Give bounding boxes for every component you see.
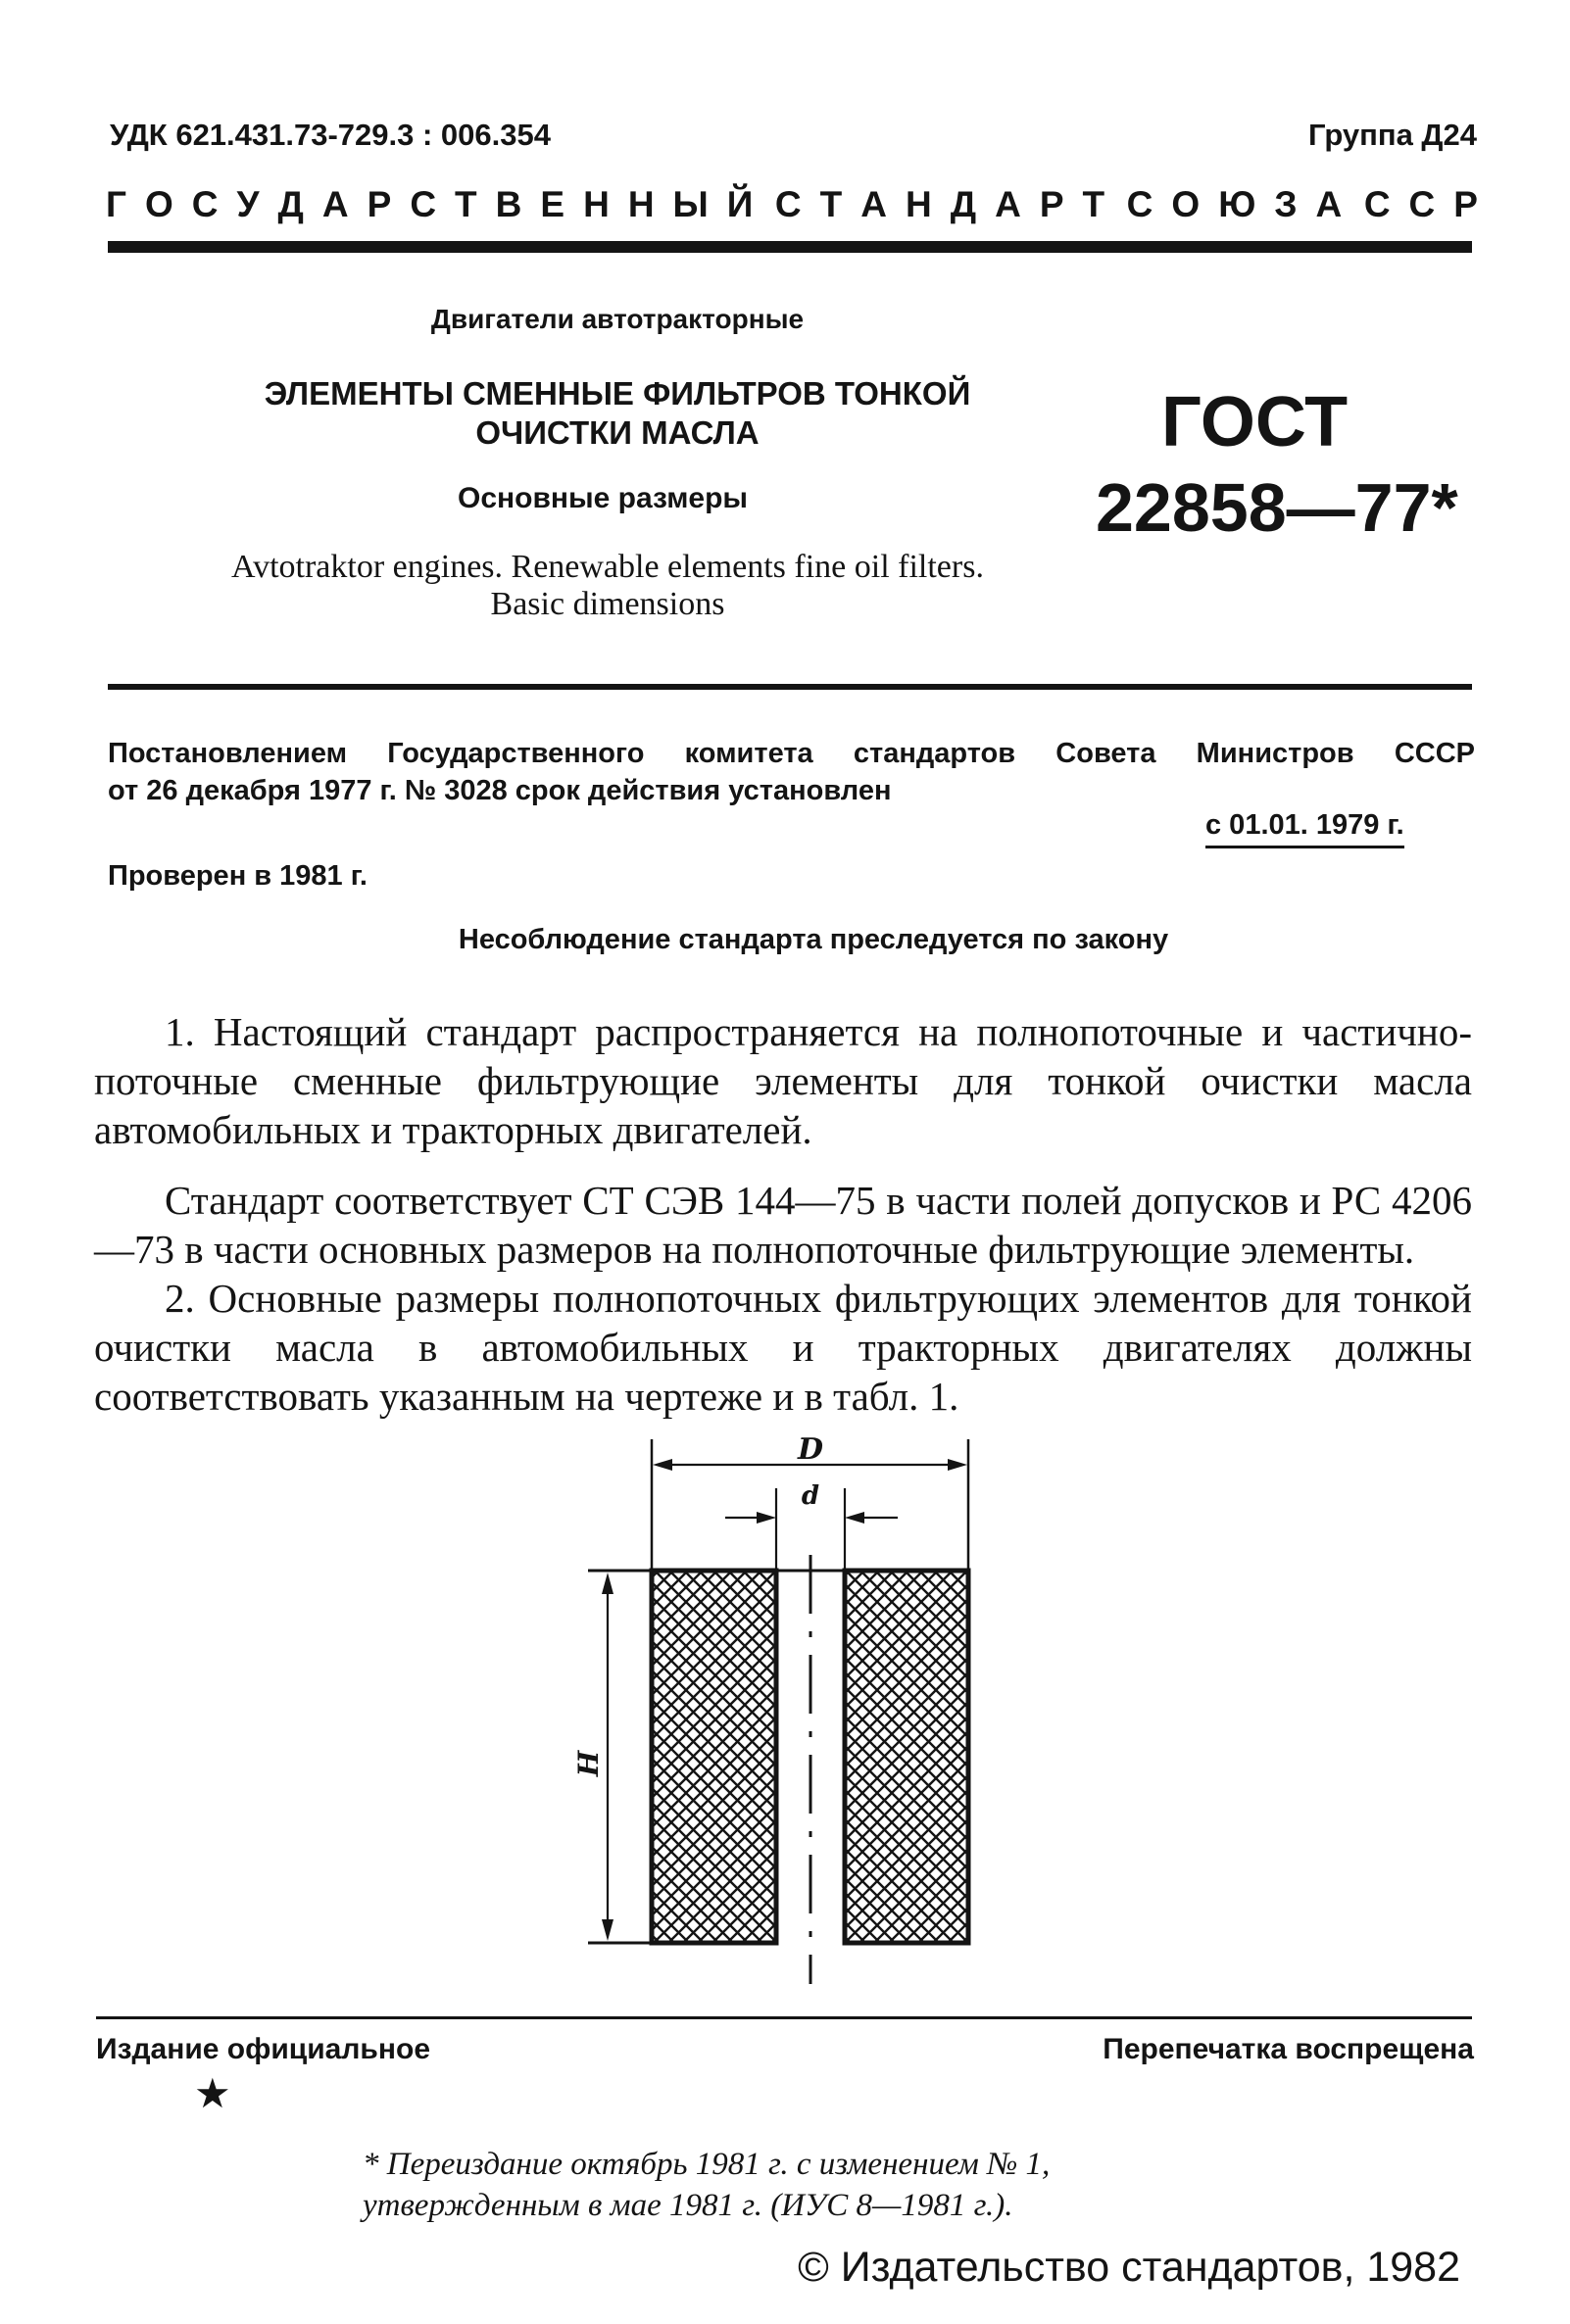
filter-wall-right <box>845 1571 968 1943</box>
heading-letter: Ы <box>672 184 709 224</box>
arrowhead-d-inner-left <box>757 1512 776 1524</box>
heading-letter: Т <box>455 184 477 224</box>
heading-letter: Р <box>1453 184 1478 224</box>
heading-letter: Д <box>950 184 977 224</box>
state-standard-heading <box>106 184 1478 225</box>
heading-letter: Н <box>627 184 655 224</box>
title-line-1: ЭЛЕМЕНТЫ СМЕННЫЕ ФИЛЬТРОВ ТОНКОЙ <box>264 375 971 412</box>
heading-word-1 <box>106 184 753 225</box>
heading-letter: Й <box>726 184 754 224</box>
heading-letter: С <box>1363 184 1391 224</box>
heading-letter: А <box>1315 184 1343 224</box>
heading-letter: А <box>860 184 887 224</box>
reissue-line-1: * Переиздание октябрь 1981 г. с изменением № 1, <box>363 2147 1051 2182</box>
heading-letter: Г <box>106 184 126 224</box>
heading-letter: А <box>995 184 1021 224</box>
heading-letter: С <box>1126 184 1153 224</box>
title-rule <box>108 684 1472 690</box>
document-title <box>196 374 1039 453</box>
legal-notice: Несоблюдение стандарта преследуется по закону <box>458 924 1169 955</box>
validity-date: с 01.01. 1979 г. <box>1205 809 1404 848</box>
gost-label: ГОСТ <box>1161 383 1349 461</box>
decree-line-1: Постановлением Государственного комитета стандартов Совета Министров СССР <box>108 738 1475 769</box>
heading-letter: Р <box>1039 184 1064 224</box>
heading-letter: А <box>321 184 349 224</box>
label-inner-diameter: d <box>801 1481 820 1511</box>
reissue-note <box>363 2144 1343 2226</box>
footer-rule <box>96 2016 1472 2019</box>
heading-letter: С <box>410 184 437 224</box>
heading-word-2 <box>775 184 1104 225</box>
star-icon: ★ <box>194 2069 231 2117</box>
heading-word-3 <box>1127 184 1343 225</box>
heading-letter: У <box>236 184 260 224</box>
english-title <box>98 549 1117 623</box>
heading-letter: О <box>1171 184 1201 224</box>
subject-line: Двигатели автотракторные <box>430 304 805 334</box>
paragraph-3 <box>94 1274 1472 1421</box>
arrowhead-h-bottom <box>602 1919 613 1941</box>
heading-letter: Т <box>819 184 843 224</box>
reissue-line-2: утвержденным в мае 1981 г. (ИУС 8—1981 г.). <box>363 2188 1013 2223</box>
english-title-line-1: Avtotraktor engines. Renewable elements fine oil filters. <box>231 549 984 585</box>
heading-letter: Н <box>583 184 610 224</box>
heading-letter: С <box>774 184 802 224</box>
filter-wall-left <box>652 1571 776 1943</box>
official-edition-note: Издание официальное <box>96 2033 431 2065</box>
udk-code: УДК 621.431.73-729.3 : 006.354 <box>110 118 551 152</box>
heading-letter: Н <box>906 184 932 224</box>
heading-letter: Ю <box>1218 184 1256 224</box>
arrowhead-d-inner-right <box>845 1512 864 1524</box>
reprint-prohibited-note: Перепечатка воспрещена <box>1103 2033 1474 2065</box>
document-subtitle: Основные размеры <box>457 482 749 514</box>
paragraph-1-text: 1. Настоящий стандарт распространяется на полнопоточные и частично-поточные сменные фильтрующие элементы для тонкой очистки масла автомобильных и тракторных двигателей. <box>94 1009 1472 1152</box>
paragraph-1 <box>94 1007 1472 1154</box>
heading-letter: С <box>191 184 219 224</box>
arrowhead-h-top <box>602 1573 613 1594</box>
paragraph-2 <box>94 1176 1472 1274</box>
heading-word-4 <box>1364 184 1478 225</box>
copyright-notice: © Издательство стандартов, 1982 <box>798 2244 1460 2291</box>
heading-letter: Е <box>540 184 565 224</box>
heading-letter: О <box>144 184 173 224</box>
heading-letter: З <box>1274 184 1298 224</box>
arrowhead-d-left <box>653 1459 672 1471</box>
decree-line-2: от 26 декабря 1977 г. № 3028 срок действия установлен <box>108 775 892 806</box>
english-title-line-2: Basic dimensions <box>490 586 725 622</box>
gost-number: 22858—77* <box>1096 469 1458 546</box>
heading-letter: В <box>495 184 522 224</box>
heading-letter: Т <box>1082 184 1105 224</box>
paragraph-2-text: Стандарт соответствует СТ СЭВ 144—75 в части полей допусков и РС 4206—73 в части основных размеров на полнопоточные фильтрующие элементы. <box>94 1178 1472 1272</box>
checked-note: Проверен в 1981 г. <box>108 860 368 892</box>
paragraph-3-text: 2. Основные размеры полнопоточных фильтрующих элементов для тонкой очистки масла в автомобильных и тракторных двигателях должны соответствовать указанным на чертеже и в табл. 1. <box>94 1276 1472 1419</box>
heading-letter: Д <box>277 184 304 224</box>
label-outer-diameter: D <box>797 1432 824 1467</box>
label-height: H <box>572 1750 605 1777</box>
header-rule <box>108 241 1472 253</box>
group-code: Группа Д24 <box>1307 118 1477 152</box>
title-line-2: ОЧИСТКИ МАСЛА <box>475 414 760 451</box>
filter-element-drawing <box>568 1426 1000 1994</box>
heading-letter: Р <box>367 184 392 224</box>
heading-letter: С <box>1408 184 1436 224</box>
arrowhead-d-right <box>948 1459 967 1471</box>
